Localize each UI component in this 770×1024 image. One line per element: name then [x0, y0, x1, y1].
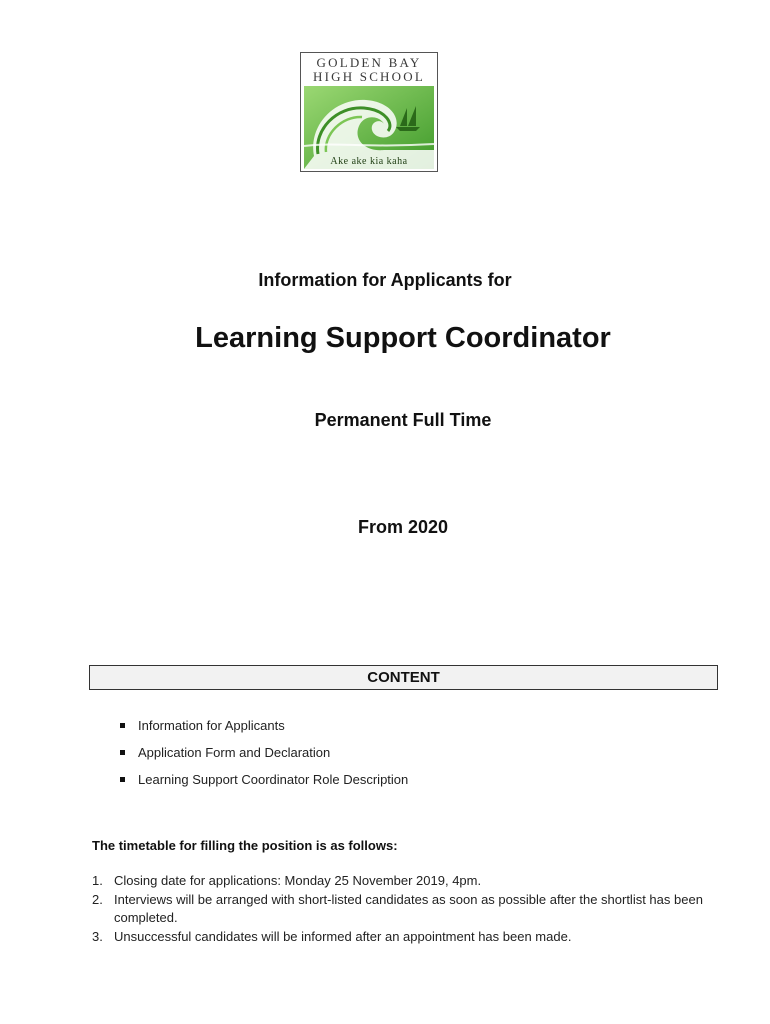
step-number: 2.: [92, 891, 103, 907]
content-list-item: [118, 771, 408, 798]
school-logo: [300, 52, 438, 172]
content-list-item-label: Information for Applicants: [138, 718, 285, 733]
square-bullet-icon: [120, 750, 125, 755]
logo-school-name-line1: GOLDEN BAY: [316, 55, 422, 70]
square-bullet-icon: [120, 777, 125, 782]
step-text: Closing date for applications: Monday 25 November 2019, 4pm.: [114, 873, 482, 888]
document-title: Learning Support Coordinator: [195, 322, 611, 354]
square-bullet-icon: [120, 723, 125, 728]
document-subtitle: Information for Applicants for: [258, 270, 512, 290]
step-number: 1.: [92, 873, 103, 888]
logo-wave-emblem: [304, 86, 434, 169]
content-list-item-label: Learning Support Coordinator Role Description: [138, 772, 409, 787]
content-list: [118, 717, 408, 798]
timetable-steps: [92, 872, 712, 946]
content-list-item-label: Application Form and Declaration: [138, 745, 331, 760]
content-list-item: [118, 717, 408, 744]
step-text: Interviews will be arranged with short-listed candidates as soon as possible after the shortlist has been completed.: [114, 891, 703, 925]
logo-school-name-line2: HIGH SCHOOL: [313, 69, 425, 84]
timetable-step: [92, 928, 712, 947]
timetable-heading: The timetable for filling the position is as follows:: [92, 838, 398, 853]
step-text: Unsuccessful candidates will be informed after an appointment has been made.: [114, 928, 572, 944]
start-date: From 2020: [357, 517, 449, 537]
employment-type: Permanent Full Time: [314, 410, 492, 430]
step-number: 3.: [92, 928, 103, 944]
content-list-item: [118, 744, 408, 771]
timetable-step: [92, 872, 712, 891]
content-heading-box: CONTENT: [89, 665, 718, 690]
timetable-step: [92, 891, 712, 928]
logo-motto: Ake ake kia kaha: [330, 156, 408, 167]
